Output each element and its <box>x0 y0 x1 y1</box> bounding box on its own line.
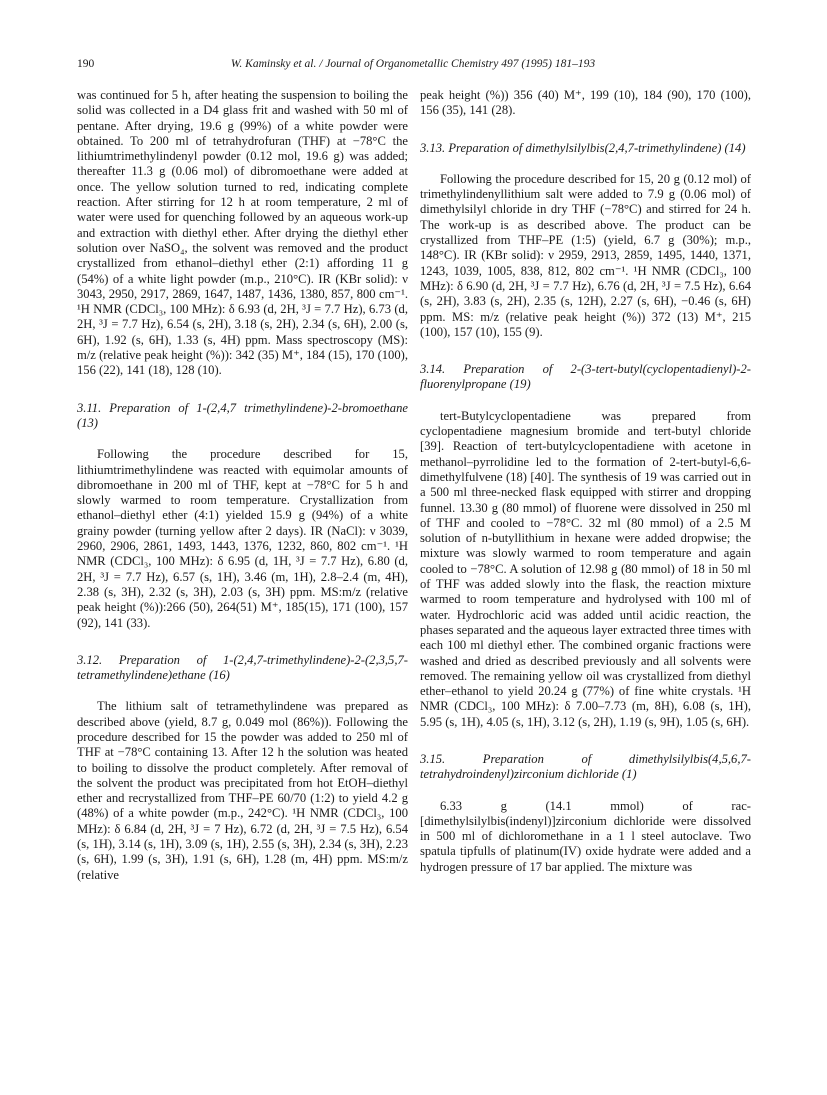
page-number: 190 <box>77 58 95 70</box>
left-column <box>77 88 408 883</box>
section-heading-3-12: 3.12. Preparation of 1-(2,4,7-trimethylindene)-2-(2,3,5,7-tetramethylindene)ethane (16) <box>77 652 408 683</box>
section-body-3-12: The lithium salt of tetramethylindene was prepared as described above (yield, 8.7 g, 0.049 mol (86%)). Following the procedure described for 15 the powder was added to 250 ml of THF at −78°C containing 13. After 12 h the solution was heated to boiling to dissolve the product completely. After removal of the solvent the product was precipitated from hot EtOH–diethyl ether and recrystallized from THF–PE 60/70 (1:2) to yield 4.2 g (48%) of a white powder (m.p., 242°C). ¹H NMR (CDCl₃, 100 MHz): δ 6.84 (d, 2H, ³J = 7 Hz), 6.72 (d, 2H, ³J = 7.5 Hz), 6.54 (s, 1H), 3.14 (s, 1H), 3.09 (s, 1H), 2.55 (s, 3H), 2.34 (s, 3H), 2.23 (s, 6H), 1.99 (s, 3H), 1.91 (s, 6H), 1.28 (m, 4H) ppm. MS:m/z (relative <box>77 699 408 882</box>
section-heading-3-11: 3.11. Preparation of 1-(2,4,7 trimethylindene)-2-bromoethane (13) <box>77 400 408 430</box>
section-heading-3-13: 3.13. Preparation of dimethylsilylbis(2,4,7-trimethylindene) (14) <box>420 140 746 155</box>
section-heading-3-15: 3.15. Preparation of dimethylsilylbis(4,5,6,7-tetrahydroindenyl)zirconium dichloride (1) <box>420 751 751 782</box>
continued-paragraph: was continued for 5 h, after heating the suspension to boiling the solid was collected in a D4 glass frit and washed with 50 ml of pentane. After drying, 19.6 g (99%) of a white powder were obtained. To 200 ml of tetrahydrofuran (THF) at −78°C the lithiumtrimethylindenyl powder (0.12 mol, 19.6 g) was added; thereafter 11.3 g (0.06 mol) of dibromoethane were added at once. The yellow solution turned to red, indicating complete reaction. After stirring for 12 h at room temperature, 2 ml of water were used for quenching followed by an aqueous work-up and extraction with diethyl ether. After drying the diethyl ether solution over NaSO₄, the solvent was removed and the product crystallized from ethanol–diethyl ether (2:1) affording 11 g (54%) of a white light powder (m.p., 210°C). IR (KBr solid): ν 3043, 2950, 2917, 2869, 1647, 1487, 1436, 1380, 857, 800 cm⁻¹. ¹H NMR (CDCl₃, 100 MHz): δ 6.93 (d, 2H, ³J = 7.7 Hz), 6.73 (d, 2H, ³J = 7.7 Hz), 6.54 (s, 2H), 3.18 (s, 2H), 2.34 (s, 6H), 2.00 (s, 6H), 1.92 (s, 6H), 1.33 (s, 4H) ppm. Mass spectroscopy (MS): m/z (relative peak height (%)): 342 (35) M⁺, 184 (15), 170 (100), 156 (22), 141 (18), 128 (10). <box>77 88 408 378</box>
continued-paragraph: peak height (%)) 356 (40) M⁺, 199 (10), 184 (90), 170 (100), 156 (35), 141 (28). <box>420 88 751 118</box>
section-body-3-14: tert-Butylcyclopentadiene was prepared from cyclopentadiene magnesium bromide and tert-butyl chloride [39]. Reaction of tert-butylcyclopentadiene with acetone in methanol–pyrrolidine led to the formation of 2-tert-butyl-6,6-dimethylfulvene (18) [40]. The synthesis of 19 was carried out in a 500 ml three-necked flask equipped with stirrer and dropping funnel. 13.30 g (80 mmol) of fluorene were dissolved in 250 ml of THF and cooled to −78°C. 32 ml (80 mmol) of a 2.5 M solution of n-butyllithium in hexane were added dropwise; the mixture was slowly warmed to room temperature and again cooled to −78°C. A solution of 12.98 g (80 mmol) of 18 in 50 ml of THF was added slowly into the flask, the reaction mixture warmed to room temperature and hydrolysed with 100 ml of water. Hydrochloric acid was added until acidic reaction, the phases separated and the aqueous layer extracted three times with each 100 ml diethyl ether. The combined organic fractions were washed and dried as described previously and all solvents were removed. The remaining yellow oil was crystallized from diethyl ether–ethanol to yield 20.24 g (77%) of fine white crystals. ¹H NMR (CDCl₃, 100 MHz): δ 7.00–7.73 (m, 8H), 6.08 (s, 1H), 5.95 (s, 1H), 4.05 (s, 1H), 3.12 (s, 2H), 1.19 (s, 9H), 1.05 (s, 6H). <box>420 408 751 729</box>
page-header <box>77 58 749 74</box>
section-body-3-13: Following the procedure described for 15, 20 g (0.12 mol) of trimethylindenyllithium salt were added to 7.9 g (0.06 mol) of dimethylsilyl chloride in dry THF (−78°C) and stirred for 24 h. The work-up is as described above. The product can be crystallized from THF–PE (1:5) (yield, 6.7 g (30%); m.p., 148°C). IR (KBr solid): ν 2959, 2913, 2859, 1495, 1440, 1371, 1243, 1039, 1005, 838, 812, 802 cm⁻¹. ¹H NMR (CDCl₃, 100 MHz): δ 6.90 (d, 2H, ³J = 7.7 Hz), 6.76 (d, 2H, ³J = 7.5 Hz), 6.64 (s, 2H), 3.83 (s, 2H), 2.35 (s, 12H), 2.27 (s, 6H), −0.46 (s, 6H) ppm. MS: m/z (relative peak height (%)) 372 (13) M⁺, 215 (100), 157 (10), 155 (9). <box>420 171 751 339</box>
section-body-3-15: 6.33 g (14.1 mmol) of rac-[dimethylsilylbis(indenyl)]zirconium dichloride were dissolved in 500 ml of dichloromethane in a 1 l steel autoclave. Two spatula tipfulls of platinum(IV) oxide hydrate were added and a hydrogen pressure of 17 bar applied. The mixture was <box>420 798 751 874</box>
running-title: W. Kaminsky et al. / Journal of Organometallic Chemistry 497 (1995) 181–193 <box>230 58 596 70</box>
section-body-3-11: Following the procedure described for 15, lithiumtrimethylindene was reacted with equimolar amounts of dibromoethane in 200 ml of THF, kept at −78°C for 5 h and slowly warmed to room temperature. Crystallization from ethanol–diethyl ether (4:1) yielded 15.9 g (94%) of a white grainy powder (turning yellow after 2 days). IR (NaCl): ν 3039, 2960, 2906, 2861, 1493, 1443, 1376, 1232, 860, 802 cm⁻¹. ¹H NMR (CDCl₃, 100 MHz): δ 6.95 (d, 1H, ³J = 7.7 Hz), 6.80 (d, 2H, ³J = 7.7 Hz), 6.57 (s, 1H), 3.46 (m, 1H), 2.8–2.4 (m, 4H), 2.38 (s, 3H), 2.32 (s, 3H), 2.03 (s, 3H) ppm. MS:m/z (relative peak height (%)):266 (50), 264(51) M⁺, 185(15), 171 (100), 157 (92), 141 (33). <box>77 447 408 630</box>
right-column <box>420 88 751 875</box>
section-heading-3-14: 3.14. Preparation of 2-(3-tert-butyl(cyclopentadienyl)-2-fluorenylpropane (19) <box>420 362 751 392</box>
